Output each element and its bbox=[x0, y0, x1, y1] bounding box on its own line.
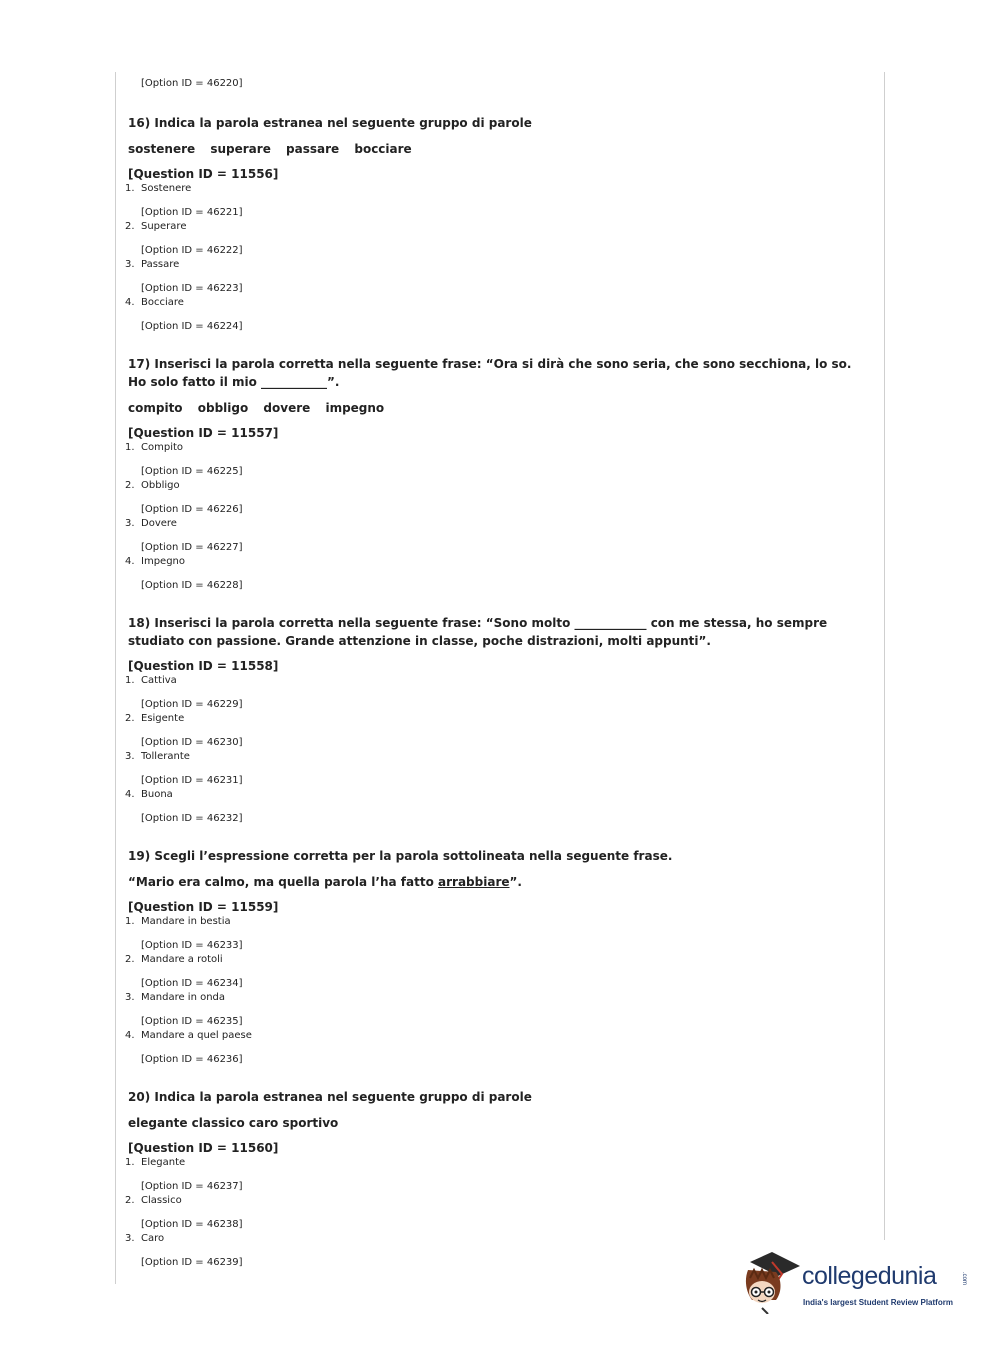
option-number: 2. bbox=[125, 954, 135, 965]
option-item[interactable] bbox=[125, 991, 858, 1029]
option-item[interactable] bbox=[125, 712, 858, 750]
word: dovere bbox=[263, 401, 311, 415]
word: passare bbox=[286, 142, 340, 156]
option-text: Superare bbox=[141, 221, 187, 232]
option-id: [Option ID = 46238] bbox=[141, 1219, 243, 1230]
option-text: Buona bbox=[141, 789, 173, 800]
option-number: 3. bbox=[125, 1233, 135, 1244]
option-id: [Option ID = 46233] bbox=[141, 940, 243, 951]
option-id: [Option ID = 46225] bbox=[141, 466, 243, 477]
option-id: [Option ID = 46230] bbox=[141, 737, 243, 748]
option-number: 1. bbox=[125, 675, 135, 686]
word: sostenere bbox=[128, 142, 196, 156]
logo-tagline: India's largest Student Review Platform bbox=[803, 1298, 953, 1307]
option-number: 2. bbox=[125, 480, 135, 491]
option-id: [Option ID = 46239] bbox=[141, 1257, 243, 1268]
option-text: Obbligo bbox=[141, 480, 180, 491]
word: compito bbox=[128, 401, 183, 415]
option-item[interactable] bbox=[125, 258, 858, 296]
document-body bbox=[125, 77, 858, 1291]
option-id: [Option ID = 46234] bbox=[141, 978, 243, 989]
option-id: [Option ID = 46229] bbox=[141, 699, 243, 710]
underlined-word: arrabbiare bbox=[438, 875, 510, 889]
option-id: [Option ID = 46220] bbox=[141, 78, 243, 89]
option-item[interactable] bbox=[125, 296, 858, 334]
word: superare bbox=[210, 142, 271, 156]
option-item[interactable] bbox=[125, 555, 858, 593]
option-number: 1. bbox=[125, 916, 135, 927]
option-text: Dovere bbox=[141, 518, 177, 529]
option-number: 4. bbox=[125, 789, 135, 800]
option-id: [Option ID = 46236] bbox=[141, 1054, 243, 1065]
option-id: [Option ID = 46227] bbox=[141, 542, 243, 553]
left-border-line bbox=[115, 72, 116, 1284]
option-id: [Option ID = 46231] bbox=[141, 775, 243, 786]
question-id: [Question ID = 11560] bbox=[128, 1141, 279, 1155]
option-number: 1. bbox=[125, 442, 135, 453]
option-number: 3. bbox=[125, 751, 135, 762]
option-text: Esigente bbox=[141, 713, 185, 724]
logo-name: collegedunia bbox=[802, 1262, 937, 1290]
question-title: 20) Indica la parola estranea nel seguente gruppo di parole bbox=[128, 1090, 532, 1104]
option-id: [Option ID = 46237] bbox=[141, 1181, 243, 1192]
question-id: [Question ID = 11559] bbox=[128, 900, 279, 914]
question-16 bbox=[125, 114, 858, 334]
question-17 bbox=[125, 355, 858, 593]
option-item[interactable] bbox=[125, 220, 858, 258]
sentence-text: “Mario era calmo, ma quella parola l’ha fatto bbox=[128, 875, 439, 889]
option-number: 3. bbox=[125, 992, 135, 1003]
option-id: [Option ID = 46228] bbox=[141, 580, 243, 591]
option-item[interactable] bbox=[125, 788, 858, 826]
option-item[interactable] bbox=[125, 182, 858, 220]
option-item[interactable] bbox=[125, 953, 858, 991]
option-id: [Option ID = 46221] bbox=[141, 207, 243, 218]
collegedunia-logo[interactable] bbox=[742, 1248, 972, 1314]
word-group bbox=[128, 140, 858, 158]
option-number: 2. bbox=[125, 713, 135, 724]
option-text: Sostenere bbox=[141, 183, 192, 194]
sentence-text: ”. bbox=[509, 875, 522, 889]
option-id: [Option ID = 46223] bbox=[141, 283, 243, 294]
option-item[interactable] bbox=[125, 1156, 858, 1194]
option-item[interactable] bbox=[125, 479, 858, 517]
option-number: 4. bbox=[125, 1030, 135, 1041]
option-id: [Option ID = 46232] bbox=[141, 813, 243, 824]
question-title: 19) Scegli l’espressione corretta per la parola sottolineata nella seguente frase. bbox=[128, 849, 673, 863]
word-group bbox=[128, 399, 858, 417]
option-number: 4. bbox=[125, 556, 135, 567]
option-text: Cattiva bbox=[141, 675, 177, 686]
option-text: Impegno bbox=[141, 556, 185, 567]
option-id: [Option ID = 46224] bbox=[141, 321, 243, 332]
option-item[interactable] bbox=[125, 750, 858, 788]
option-number: 2. bbox=[125, 1195, 135, 1206]
question-sentence bbox=[128, 873, 858, 891]
option-item[interactable] bbox=[125, 441, 858, 479]
option-number: 1. bbox=[125, 1157, 135, 1168]
question-20 bbox=[125, 1088, 858, 1270]
word: bocciare bbox=[354, 142, 412, 156]
option-text: Mandare a rotoli bbox=[141, 954, 223, 965]
word: impegno bbox=[325, 401, 385, 415]
option-item[interactable] bbox=[125, 517, 858, 555]
option-text: Mandare in bestia bbox=[141, 916, 231, 927]
logo-suffix: .com bbox=[961, 1272, 967, 1286]
question-title: 16) Indica la parola estranea nel seguente gruppo di parole bbox=[128, 116, 532, 130]
right-border-line bbox=[884, 72, 885, 1240]
option-text: Mandare in onda bbox=[141, 992, 226, 1003]
question-id: [Question ID = 11558] bbox=[128, 659, 279, 673]
word: obbligo bbox=[197, 401, 249, 415]
option-number: 4. bbox=[125, 297, 135, 308]
option-item[interactable] bbox=[125, 915, 858, 953]
option-number: 1. bbox=[125, 183, 135, 194]
option-number: 3. bbox=[125, 259, 135, 270]
option-text: Passare bbox=[141, 259, 180, 270]
mascot-icon bbox=[742, 1248, 802, 1314]
option-text: Compito bbox=[141, 442, 184, 453]
question-title: 17) Inserisci la parola corretta nella seguente frase: “Ora si dirà che sono seria, che sono secchiona, lo so. Ho solo fatto il mio ___________”. bbox=[128, 357, 852, 389]
question-id: [Question ID = 11556] bbox=[128, 167, 279, 181]
question-18 bbox=[125, 614, 858, 826]
option-text: Classico bbox=[141, 1195, 182, 1206]
option-item[interactable] bbox=[125, 674, 858, 712]
option-text: Elegante bbox=[141, 1157, 186, 1168]
option-number: 2. bbox=[125, 221, 135, 232]
word-group: elegante classico caro sportivo bbox=[128, 1116, 339, 1130]
question-id: [Question ID = 11557] bbox=[128, 426, 279, 440]
option-item[interactable] bbox=[125, 1194, 858, 1232]
option-text: Mandare a quel paese bbox=[141, 1030, 252, 1041]
option-id: [Option ID = 46235] bbox=[141, 1016, 243, 1027]
question-19 bbox=[125, 847, 858, 1067]
option-id: [Option ID = 46226] bbox=[141, 504, 243, 515]
option-text: Caro bbox=[141, 1233, 165, 1244]
option-text: Bocciare bbox=[141, 297, 184, 308]
option-item[interactable] bbox=[125, 1029, 858, 1067]
option-text: Tollerante bbox=[141, 751, 190, 762]
option-number: 3. bbox=[125, 518, 135, 529]
question-title: 18) Inserisci la parola corretta nella seguente frase: “Sono molto ____________ con me stessa, ho sempre studiato con passione. Grande attenzione in classe, poche distrazioni, molti appunti”. bbox=[128, 616, 828, 648]
option-id: [Option ID = 46222] bbox=[141, 245, 243, 256]
